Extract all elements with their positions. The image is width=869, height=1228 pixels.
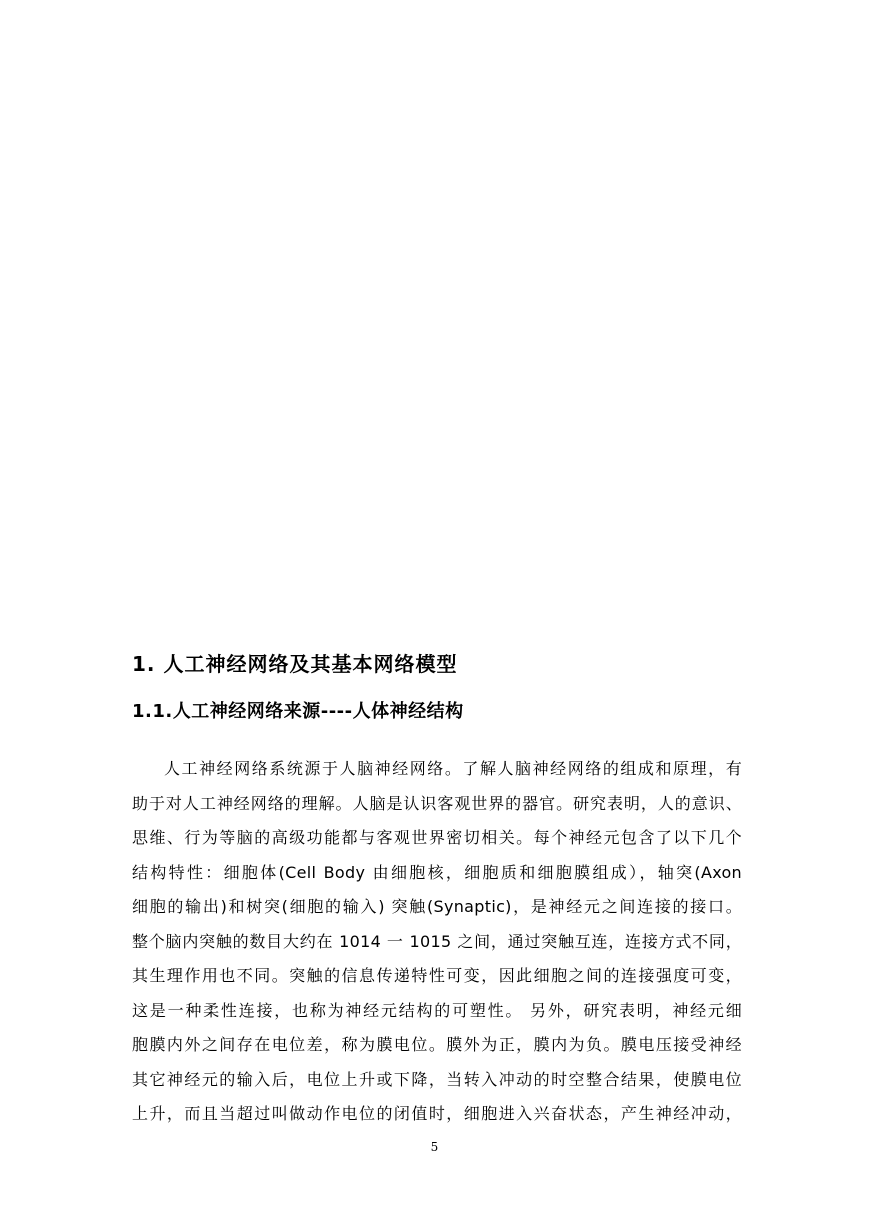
paragraph-line: 人工神经网络系统源于人脑神经网络。了解人脑神经网络的组成和原理，有 (164, 759, 742, 778)
paragraph-line: 结构特性：细胞体(Cell Body 由细胞核，细胞质和细胞膜组成），轴突(Axon (132, 862, 742, 882)
paragraph-line: 细胞的输出)和树突(细胞的输入) 突触(Synaptic)，是神经元之间连接的接口。 (132, 897, 742, 916)
body-paragraph (132, 756, 742, 1136)
paragraph-line: 其生理作用也不同。突触的信息传递特性可变，因此细胞之间的连接强度可变， (132, 966, 742, 985)
paragraph-line: 助于对人工神经网络的理解。人脑是认识客观世界的器官。研究表明，人的意识、 (132, 793, 742, 813)
paragraph-line: 胞膜内外之间存在电位差，称为膜电位。膜外为正，膜内为负。膜电压接受神经 (132, 1035, 742, 1054)
paragraph-line: 整个脑内突触的数目大约在 1014 一 1015 之间，通过突触互连，连接方式不同， (132, 931, 742, 951)
paragraph-line: 其它神经元的输入后，电位上升或下降，当转入冲动的时空整合结果，使膜电位 (132, 1069, 742, 1089)
page-number: 5 (430, 1140, 439, 1154)
paragraph-line: 这是一种柔性连接，也称为神经元结构的可塑性。 另外，研究表明，神经元细 (132, 1000, 742, 1020)
chapter-heading: 1. 人工神经网络及其基本网络模型 (132, 652, 458, 676)
paragraph-line: 思维、行为等脑的高级功能都与客观世界密切相关。每个神经元包含了以下几个 (132, 828, 742, 847)
paragraph-line: 上升，而且当超过叫做动作电位的闭值时，细胞进入兴奋状态，产生神经冲动， (132, 1104, 742, 1123)
section-heading: 1.1.人工神经网络来源----人体神经结构 (132, 701, 464, 722)
